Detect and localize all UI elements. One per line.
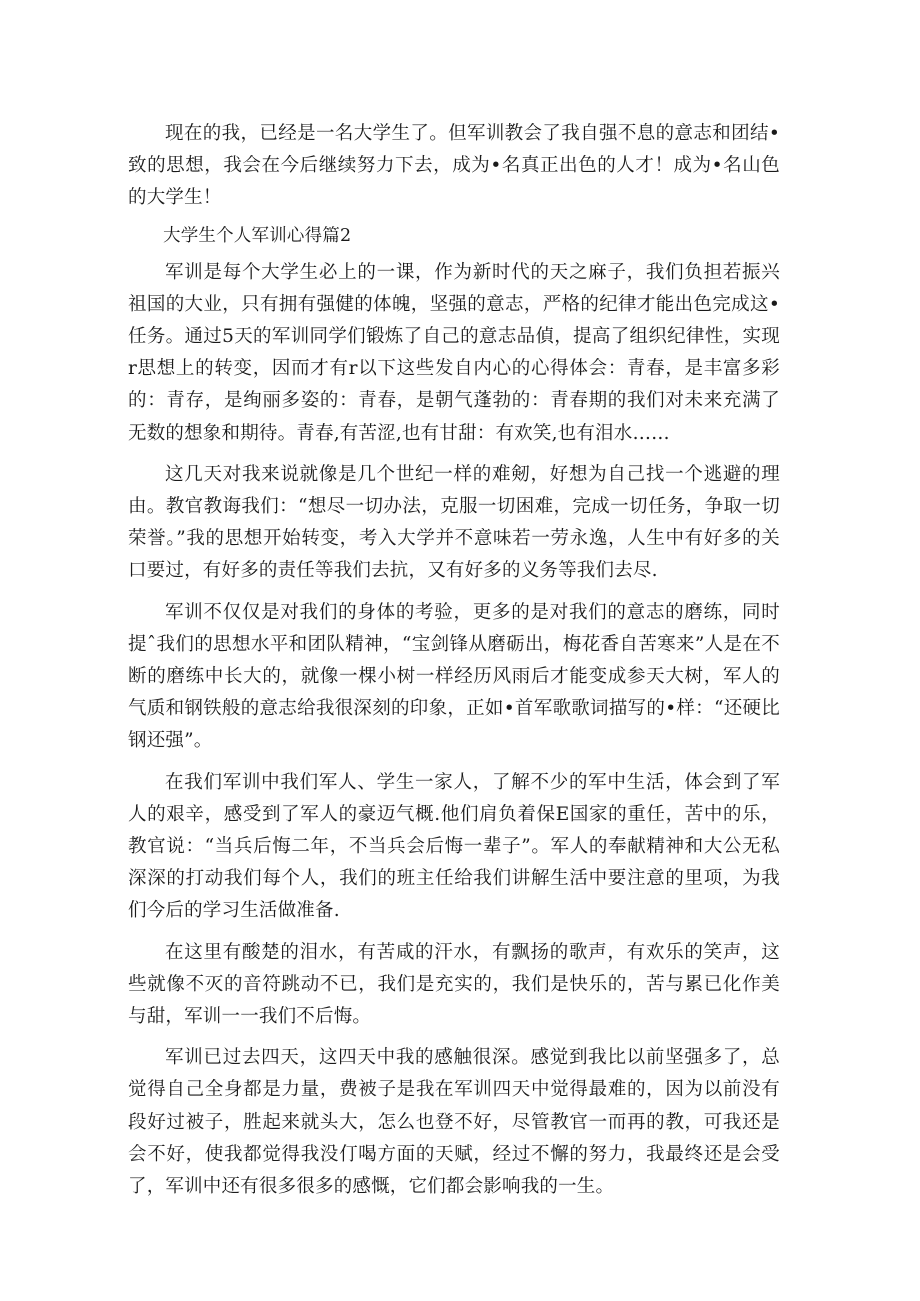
paragraph-7: 军训已过去四天，这四天中我的感触很深。感觉到我比以前坚强多了，总觉得自己全身都是力量，费被子是我在军训四天中觉得最难的，因为以前没有段好过被子，胜起来就头大，怎么也登不好，尽管教官一而再的教，可我还是会不好，使我都觉得我没仃喝方面的天赋，经过不懈的努力，我最终还是会受了，军训中还有很多很多的感慨，它们都会影响我的一生。 (128, 1047, 780, 1198)
paragraph-5: 在我们军训中我们军人、学生一家人，了解不少的军中生活，体会到了军人的艰辛，感受到了军人的豪迈气概.他们肩负着保E国家的重任，苦中的乐，教官说：“当兵后悔二年，不当兵会后悔一辈子”。军人的奉献精神和大公无私深深的打动我们每个人，我们的班主任给我们讲解生活中要注意的里项，为我们今后的学习生活做准备. (128, 771, 780, 922)
paragraph-1: 现在的我，已经是一名大学生了。但军训教会了我自强不息的意志和团结•致的思想，我会在今后继续努力下去，成为•名真正出色的人才！成为•名山色的大学生！ (128, 123, 780, 209)
paragraph-2: 军训是每个大学生必上的一课，作为新时代的天之麻子，我们负担若振兴祖国的大业，只有拥有强健的体魄，坚强的意志，严格的纪律才能出色完成这•任务。通过5天的军训同学们锻炼了自己的意志品偵，提高了组织纪律性，实现r思想上的转变，因而才有r以下这些发自内心的心得体会：青春，是丰富多彩的：青存，是绚丽多姿的：青春，是朝气蓬勃的：青春期的我们对未来充满了无数的想象和期待。青春,有苦涩,也有甘甜：有欢笑,也有泪水…… (128, 261, 780, 444)
paragraph-4: 军训不仅仅是对我们的身体的考验，更多的是对我们的意志的磨练，同时提ˆ我们的思想水平和团队精神，“宝剑锋从磨砺出，梅花香自苦寒来”人是在不断的磨练中长大的，就像一棵小树一样经历风雨后才能变成参天大树，军人的气质和钢铁般的意志给我很深刻的印象，正如•首军歌歌词描写的•样：“还硬比钢还强”。 (128, 601, 780, 752)
paragraph-3: 这几天对我来说就像是几个世纪一样的难剱，好想为自己找一个逃避的理由。教官教诲我们：“想尽一切办法，克服一切困难，完成一切任务，争取一切荣誉。”我的思想开始转变，考入大学并不意味若一劳永逸，人生中有好多的关口要过，有好多的责任等我们去抗，又有好多的义务等我们去尽. (128, 463, 780, 582)
paragraph-6: 在这里有酸楚的泪水，有苦咸的汗水，有飘扬的歌声，有欢乐的笑声，这些就像不灭的音符跳动不已，我们是充实的，我们是快乐的，苦与累已化作美与甜，军训一一我们不后悔。 (128, 941, 780, 1028)
section-heading: 大学生个人军训心得篇2 (163, 225, 352, 246)
